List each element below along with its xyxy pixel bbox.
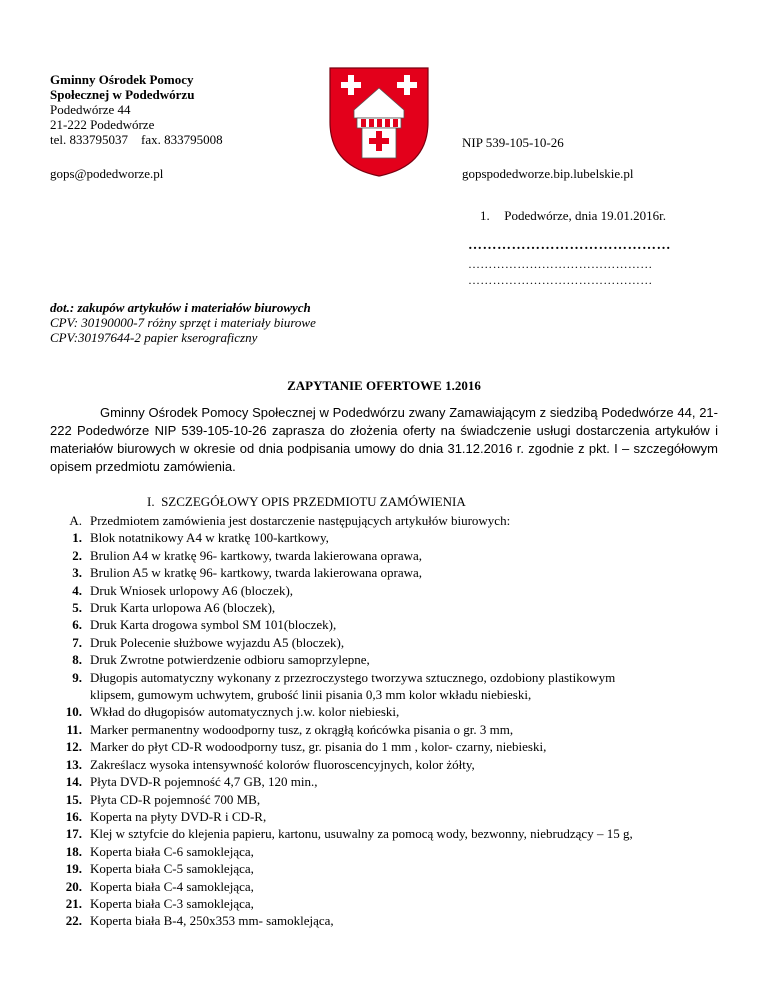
list-item-text: Blok notatnikowy A4 w kratkę 100-kartkowy, (90, 530, 329, 546)
list-item-text: Koperta biała C-3 samoklejąca, (90, 895, 254, 911)
list-item-text: Długopis automatyczny wykonany z przezroczystego tworzywa sztucznego, ozdobiony plastikowym (90, 669, 616, 685)
org-name-line1: Gminny Ośrodek Pomocy (50, 72, 194, 87)
nip-number: NIP 539-105-10-26 (462, 135, 564, 150)
list-item (50, 599, 740, 616)
email-link[interactable]: gops@podedworze.pl (50, 166, 164, 181)
list-item-number (50, 686, 90, 703)
list-item (50, 582, 740, 599)
list-item-text: Brulion A5 w kratkę 96- kartkowy, twarda lakierowana oprawa, (90, 565, 422, 581)
list-item-text: Koperta biała B-4, 250x353 mm- samoklejąca, (90, 913, 334, 929)
list-item-number: 9. (72, 669, 82, 685)
list-item (50, 634, 740, 651)
list-item-number: 21. (65, 895, 82, 911)
list-item (50, 721, 740, 738)
list-item-text: Koperta biała C-5 samoklejąca, (90, 861, 254, 877)
place-date-number: 1. (480, 208, 490, 223)
list-item (50, 791, 740, 808)
list-item-text: Brulion A4 w kratkę 96- kartkowy, twarda lakierowana oprawa, (90, 547, 422, 563)
list-item (50, 912, 740, 929)
list-item-number: 13. (65, 756, 82, 772)
list-item (50, 564, 740, 581)
section-heading: I. SZCZEGÓŁOWY OPIS PRZEDMIOTU ZAMÓWIENIA (147, 494, 466, 509)
list-item-text: Druk Karta urlopowa A6 (bloczek), (90, 600, 276, 616)
list-item (50, 843, 740, 860)
org-street: Podedwórze 44 (50, 102, 131, 117)
list-item (50, 895, 740, 912)
list-item-text: klipsem, gumowym uchwytem, grubość linii pisania 0,3 mm kolor wkładu niebieski, (90, 687, 532, 703)
list-item-text: Koperta biała C-6 samoklejąca, (90, 843, 254, 859)
list-item-number: 18. (65, 843, 82, 859)
list-item-text: Przedmiotem zamówienia jest dostarczenie następujących artykułów biurowych: (90, 513, 511, 528)
subject-block (50, 300, 316, 345)
list-item-number: 6. (72, 617, 82, 633)
org-postal: 21-222 Podedwórze (50, 117, 155, 132)
list-item-number: 22. (65, 913, 82, 929)
list-item (50, 529, 740, 546)
list-item-number: 5. (72, 600, 82, 616)
list-item-text: Klej w sztyfcie do klejenia papieru, kartonu, usuwalny za pomocą wody, bezwonny, niebrudzący – 15 g, (90, 826, 633, 842)
list-item-number: 15. (65, 791, 82, 807)
list-item-number: 10. (65, 704, 82, 720)
list-item-text: Płyta DVD-R pojemność 4,7 GB, 120 min., (90, 774, 318, 790)
place-date-text: Podedwórze, dnia 19.01.2016r. (504, 208, 667, 223)
sender-block (50, 72, 223, 147)
list-item-number: 8. (72, 652, 82, 668)
list-item-number: 12. (65, 739, 82, 755)
recipient-line-3: ……………………………………… (468, 273, 653, 287)
list-item (50, 773, 740, 790)
list-item (50, 512, 740, 529)
recipient-line-2: ……………………………………… (468, 257, 653, 271)
list-item (50, 547, 740, 564)
list-item-number: 7. (72, 634, 82, 650)
list-item-number: 19. (65, 861, 82, 877)
list-item-text: Marker do płyt CD-R wodoodporny tusz, gr. pisania do 1 mm , kolor- czarny, niebieski, (90, 739, 547, 755)
list-item-text: Wkład do długopisów automatycznych j.w. kolor niebieski, (90, 704, 400, 720)
list-item (50, 669, 740, 686)
intro-paragraph (50, 404, 718, 476)
recipient-line-1: …………………………………… (468, 238, 671, 253)
list-item (50, 738, 740, 755)
list-item-number: 16. (65, 808, 82, 824)
list-item-number: 1. (72, 530, 82, 546)
list-item-text: Druk Zwrotne potwierdzenie odbioru samoprzylepne, (90, 652, 370, 668)
list-item-number: 20. (65, 878, 82, 894)
bip-link[interactable]: gopspodedworze.bip.lubelskie.pl (462, 166, 634, 181)
list-item-text: Druk Wniosek urlopowy A6 (bloczek), (90, 582, 294, 598)
list-item (50, 686, 740, 703)
place-date (480, 208, 666, 224)
list-item-number: 2. (72, 547, 82, 563)
cpv-line-1: CPV: 30190000-7 różny sprzęt i materiały biurowe (50, 315, 316, 330)
subject-line: dot.: zakupów artykułów i materiałów biurowych (50, 300, 311, 315)
coat-of-arms-icon (328, 66, 430, 178)
list-item-number: 3. (72, 565, 82, 581)
intro-text: Gminny Ośrodek Pomocy Społecznej w Podedwórzu zwany Zamawiającym z siedzibą Podedwórze 44, 21-222 Podedwórze NIP 539-105-10-26 zaprasza do złożenia oferty na świadczenie usługi dostarczenia artykułów i materiałów biurowych w okresie od dnia podpisania umowy do dnia 31.12.2016 r. zgodnie z pkt. I – szczegółowym opisem przedmiotu zamówienia. (50, 405, 718, 474)
list-item-number: 4. (72, 582, 82, 598)
list-item-text: Druk Karta drogowa symbol SM 101(bloczek), (90, 617, 337, 633)
list-item-number: 14. (65, 774, 82, 790)
list-item-number: A. (69, 513, 82, 528)
list-item (50, 878, 740, 895)
list-item-text: Druk Polecenie służbowe wyjazdu A5 (bloczek), (90, 634, 345, 650)
org-name-line2: Społecznej w Podedwórzu (50, 87, 195, 102)
list-item-text: Zakreślacz wysoka intensywność kolorów fluoroscencyjnych, kolor żółty, (90, 756, 475, 772)
list-item-text: Koperta na płyty DVD-R i CD-R, (90, 808, 267, 824)
list-item (50, 825, 740, 842)
org-phone-fax: tel. 833795037 fax. 833795008 (50, 132, 223, 147)
list-item-text: Marker permanentny wodoodporny tusz, z okrągłą końcówka pisania o gr. 3 mm, (90, 721, 514, 737)
list-item (50, 703, 740, 720)
item-list (50, 512, 740, 930)
cpv-line-2: CPV:30197644-2 papier kserograficzny (50, 330, 258, 345)
list-item (50, 756, 740, 773)
document-title: ZAPYTANIE OFERTOWE 1.2016 (287, 378, 481, 393)
list-item (50, 808, 740, 825)
list-item-text: Koperta biała C-4 samoklejąca, (90, 878, 254, 894)
list-item-text: Płyta CD-R pojemność 700 MB, (90, 791, 261, 807)
list-item (50, 616, 740, 633)
list-item-number: 11. (66, 721, 82, 737)
list-item (50, 860, 740, 877)
list-item-number: 17. (65, 826, 82, 842)
list-item (50, 651, 740, 668)
